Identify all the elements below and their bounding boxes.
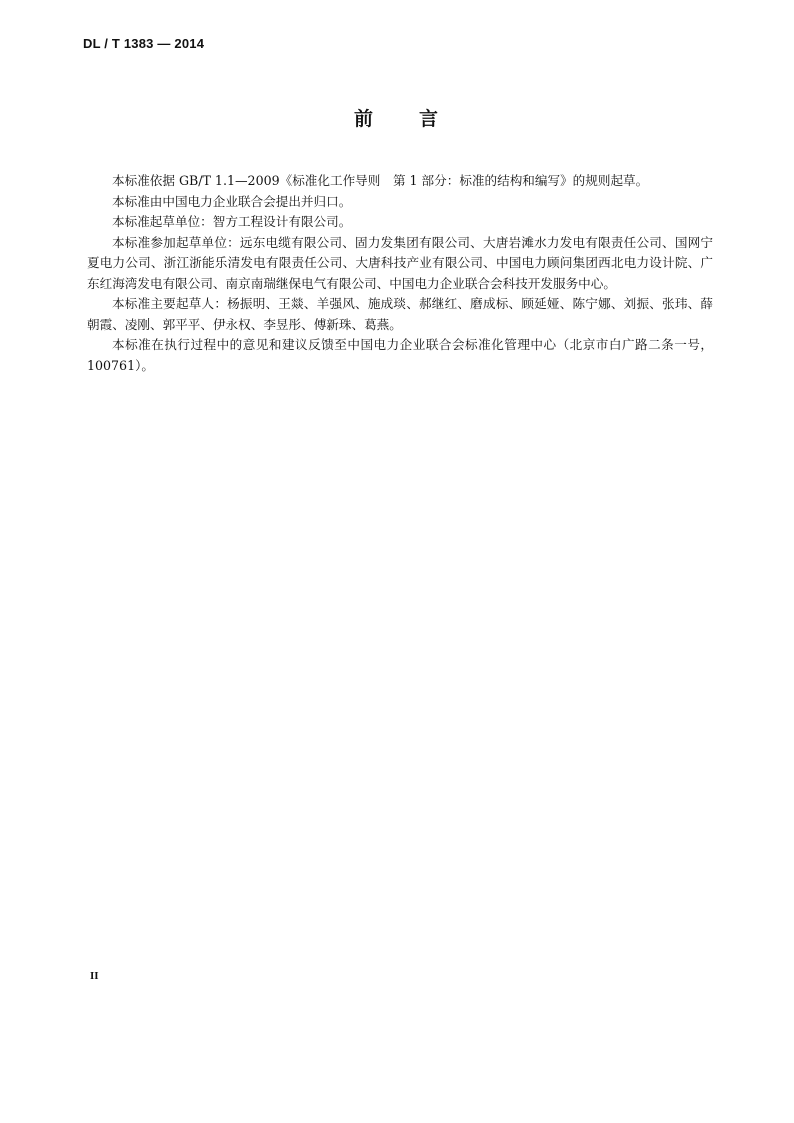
paragraph-main-drafters: 本标准主要起草人：杨振明、王燚、羊强风、施成琰、郝继红、磨成标、顾延娅、陈宁娜、刘振、张玮、薛朝霞、凌刚、郭平平、伊永权、李昱彤、傅新珠、葛燕。	[87, 296, 713, 332]
title-char-1: 前	[353, 108, 375, 130]
paragraph-proposer: 本标准由中国电力企业联合会提出并归口。	[112, 193, 352, 209]
preface-body	[87, 171, 713, 376]
page-number: II	[90, 970, 99, 982]
paragraph-participating-units: 本标准参加起草单位：远东电缆有限公司、固力发集团有限公司、大唐岩滩水力发电有限责任公司、国网宁夏电力公司、浙江浙能乐清发电有限责任公司、大唐科技产业有限公司、中国电力顾问集团西北电力设计院、广东红海湾发电有限公司、南京南瑞继保电气有限公司、中国电力企业联合会科技开发服务中心。	[87, 234, 713, 291]
title-char-2: 言	[419, 108, 441, 130]
page-title	[0, 104, 794, 131]
standard-code: DL / T 1383 — 2014	[83, 36, 205, 51]
paragraph-feedback: 本标准在执行过程中的意见和建议反馈至中国电力企业联合会标准化管理中心（北京市白广路二条一号，100761）。	[87, 337, 713, 373]
paragraph-drafting-rules: 本标准依据 GB/T 1.1—2009《标准化工作导则 第 1 部分：标准的结构和编写》的规则起草。	[112, 173, 649, 188]
paragraph-drafting-unit: 本标准起草单位：智方工程设计有限公司。	[112, 214, 352, 229]
